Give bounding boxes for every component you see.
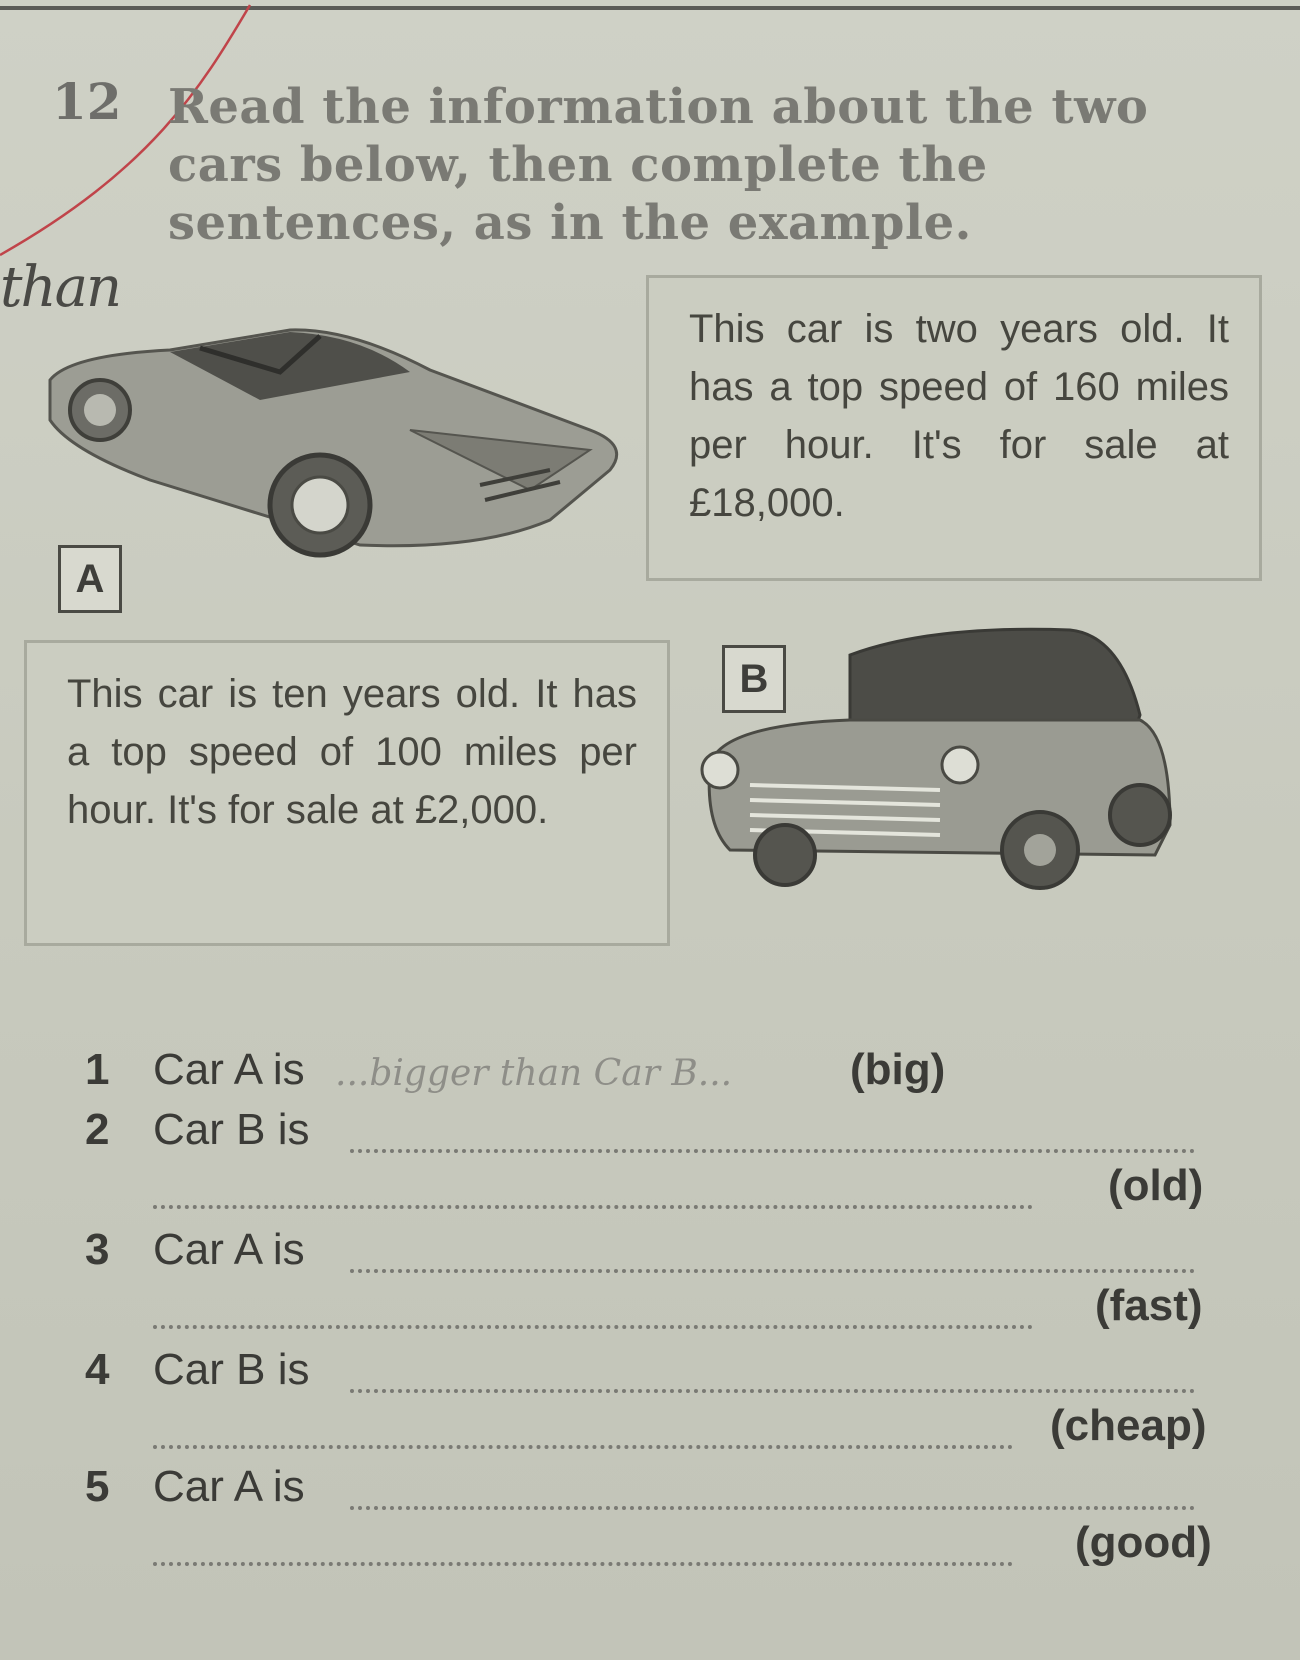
sentence-hint: (old) [1108,1161,1204,1210]
sentence-text: Car B is [153,1345,310,1394]
answer-blank[interactable] [153,1325,1033,1329]
exercise-instruction: Read the information about the two cars below, then complete the sentences, as in the example. [168,79,1149,251]
sentence-3 [85,1225,1205,1335]
answer-blank[interactable] [153,1562,1013,1566]
sentence-4 [85,1345,1205,1455]
sentence-text: Car A is [153,1045,305,1094]
car-a-label: A [58,545,122,613]
sentence-number: 5 [85,1462,110,1511]
sentence-number: 3 [85,1225,110,1274]
sentence-2 [85,1105,1205,1215]
sentence-hint: (fast) [1095,1281,1203,1330]
sentence-hint: (big) [850,1045,946,1094]
answer-blank[interactable] [350,1389,1195,1393]
sports-car-illustration [30,310,630,580]
answer-blank[interactable] [350,1506,1195,1510]
car-a-info-box [646,275,1262,581]
sentence-number: 4 [85,1345,110,1394]
sentence-number: 1 [85,1045,110,1094]
mini-car-illustration [700,625,1220,925]
answer-blank[interactable] [350,1149,1195,1153]
car-a-description: This car is two years old. It has a top speed of 160 miles per hour. It's for sale at £18,000. [689,307,1229,525]
handwritten-note: than [0,255,121,320]
sentence-5 [85,1462,1212,1572]
answer-blank[interactable] [350,1269,1195,1273]
sentence-text: Car A is [153,1462,305,1511]
car-b-description: This car is ten years old. It has a top speed of 100 miles per hour. It's for sale at £2,000. [67,672,637,832]
sentence-text: Car A is [153,1225,305,1274]
sentence-hint: (good) [1075,1518,1212,1567]
sentence-text: Car B is [153,1105,310,1154]
answer-blank[interactable] [153,1445,1013,1449]
sentence-1 [85,1045,1205,1105]
answer-blank[interactable] [153,1205,1033,1209]
exercise-number: 12 [52,72,122,131]
car-b-info-box [24,640,670,946]
sentence-number: 2 [85,1105,110,1154]
sentence-hint: (cheap) [1050,1401,1207,1450]
car-b-label: B [722,645,786,713]
sentence-answer: ...bigger than Car B... [335,1053,733,1094]
